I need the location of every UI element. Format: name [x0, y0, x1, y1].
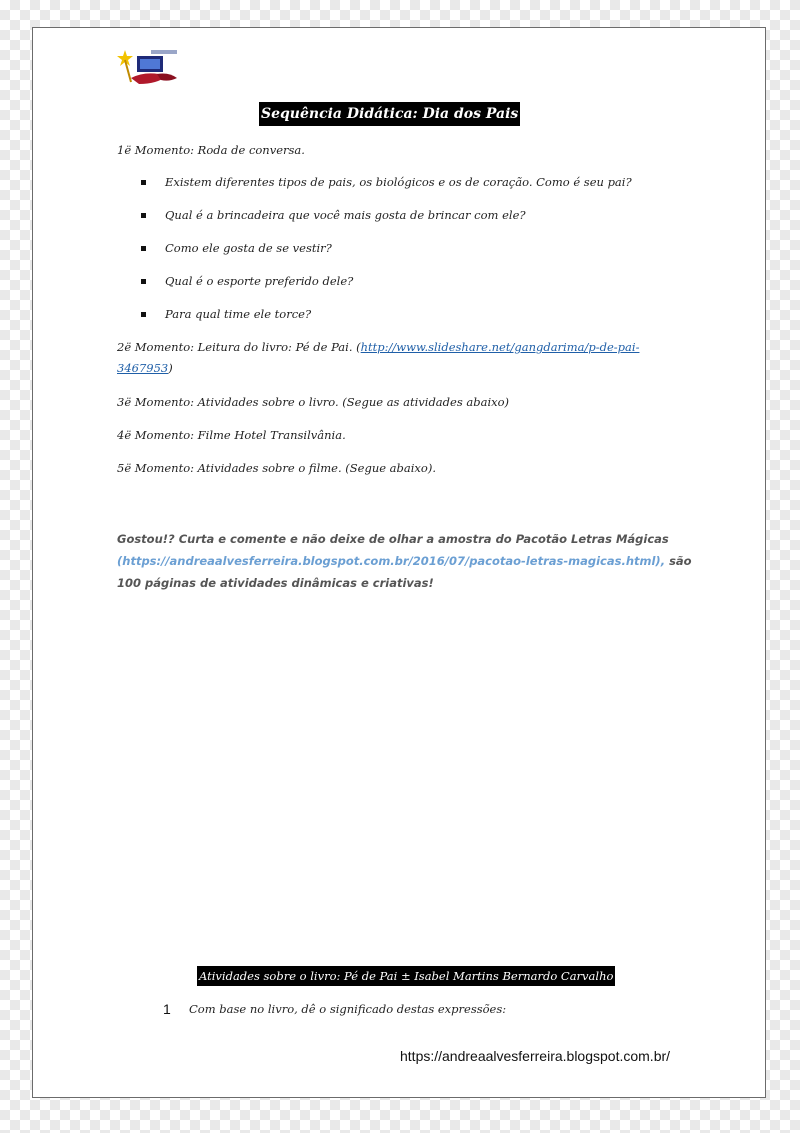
moment-4: 4ë Momento: Filme Hotel Transilvânia. — [117, 428, 346, 442]
question-1: Existem diferentes tipos de pais, os biológicos e os de coração. Como é seu pai? — [165, 175, 632, 189]
bullet-icon — [141, 246, 146, 251]
item-number: 1 — [163, 1001, 171, 1017]
item-1-text: Com base no livro, dê o significado destas expressões: — [189, 1002, 507, 1016]
promo-line-3: 100 páginas de atividades dinâmicas e criativas! — [117, 576, 434, 590]
moment-2-text: 2ë Momento: Leitura do livro: Pé de Pai. ( — [117, 340, 361, 354]
bullet-icon — [141, 312, 146, 317]
promo-line-2-suffix: são — [669, 554, 692, 568]
pacotao-link[interactable]: (https://andreaalvesferreira.blogspot.com.br/2016/07/pacotao-letras-magicas.html), — [117, 554, 666, 568]
question-5: Para qual time ele torce? — [165, 307, 312, 321]
slideshare-link[interactable]: http://www.slideshare.net/gangdarima/p-de-pai- — [360, 340, 640, 354]
question-3: Como ele gosta de se vestir? — [165, 241, 332, 255]
letras-magicas-logo — [117, 48, 181, 86]
promo-line-2 — [117, 550, 692, 572]
moment-1: 1ë Momento: Roda de conversa. — [117, 143, 305, 157]
bullet-icon — [141, 279, 146, 284]
moment-2-close: ) — [168, 361, 173, 375]
question-4: Qual é o esporte preferido dele? — [165, 274, 354, 288]
moment-5: 5ë Momento: Atividades sobre o filme. (Segue abaixo). — [117, 461, 436, 475]
page-title: Sequência Didática: Dia dos Pais — [259, 102, 520, 126]
slideshare-link-cont[interactable]: 3467953 — [117, 361, 169, 375]
moment-3: 3ë Momento: Atividades sobre o livro. (Segue as atividades abaixo) — [117, 395, 510, 409]
footer-url[interactable]: https://andreaalvesferreira.blogspot.com.br/ — [400, 1048, 671, 1064]
moment-2-cont — [117, 358, 173, 378]
section-heading: Atividades sobre o livro: Pé de Pai ± Isabel Martins Bernardo Carvalho — [197, 966, 615, 986]
moment-2 — [117, 337, 639, 357]
document-page — [32, 27, 766, 1098]
promo-line-1: Gostou!? Curta e comente e não deixe de olhar a amostra do Pacotão Letras Mágicas — [117, 532, 669, 546]
bullet-icon — [141, 180, 146, 185]
question-2: Qual é a brincadeira que você mais gosta de brincar com ele? — [165, 208, 526, 222]
bullet-icon — [141, 213, 146, 218]
